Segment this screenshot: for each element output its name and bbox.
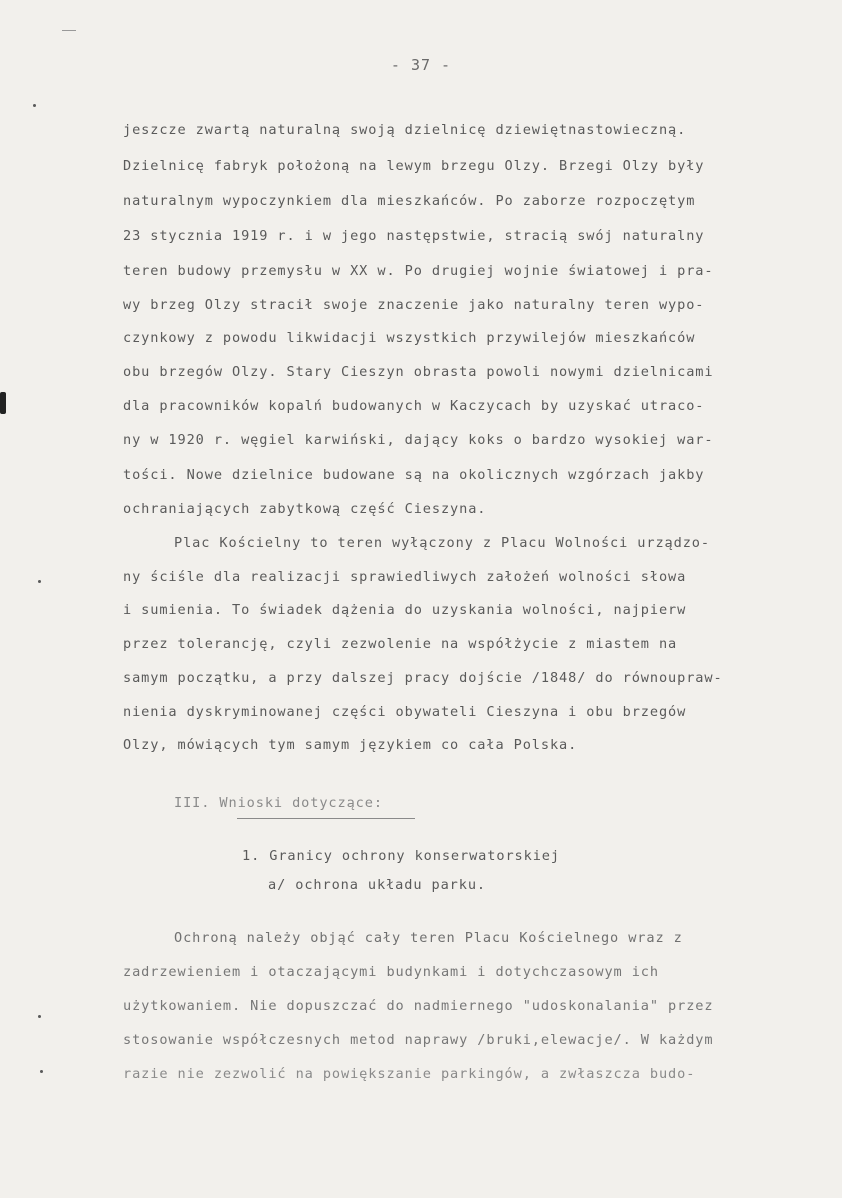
heading-underline: [237, 818, 415, 819]
text-line: teren budowy przemysłu w XX w. Po drugiej wojnie światowej i pra-: [123, 263, 714, 279]
page-number: - 37 -: [390, 56, 452, 74]
text-line: jeszcze zwartą naturalną swoją dzielnicę dziewiętnastowieczną.: [123, 122, 687, 138]
text-line: Plac Kościelny to teren wyłączony z Placu Wolności urządzo-: [174, 535, 710, 551]
text-line: użytkowaniem. Nie dopuszczać do nadmiernego "udoskonalania" przez: [123, 998, 714, 1014]
scan-edge-mark: [0, 392, 6, 414]
scan-mark: [62, 30, 76, 31]
text-line: wy brzeg Olzy stracił swoje znaczenie jako naturalny teren wypo-: [123, 297, 705, 313]
text-line: naturalnym wypoczynkiem dla mieszkańców. Po zaborze rozpoczętym: [123, 193, 696, 209]
text-line: samym początku, a przy dalszej pracy dojście /1848/ do równoupraw-: [123, 670, 723, 686]
scan-dot: [40, 1070, 43, 1073]
text-line: przez tolerancję, czyli zezwolenie na współżycie z miastem na: [123, 636, 678, 652]
text-line: stosowanie współczesnych metod naprawy /bruki,elewacje/. W każdym: [123, 1032, 714, 1048]
scan-dot: [38, 1015, 41, 1018]
subsubsection-heading: a/ ochrona układu parku.: [268, 877, 487, 893]
text-line: obu brzegów Olzy. Stary Cieszyn obrasta powoli nowymi dzielnicami: [123, 364, 714, 380]
scan-dot: [38, 580, 41, 583]
text-line: nienia dyskryminowanej części obywateli Cieszyna i obu brzegów: [123, 704, 687, 720]
text-line: Dzielnicę fabryk położoną na lewym brzegu Olzy. Brzegi Olzy były: [123, 158, 705, 174]
text-line: dla pracowników kopalń budowanych w Kaczycach by uzyskać utraco-: [123, 398, 705, 414]
text-line: razie nie zezwolić na powiększanie parkingów, a zwłaszcza budo-: [123, 1066, 696, 1082]
scan-dot: [33, 104, 36, 107]
text-line: ochraniających zabytkową część Cieszyna.: [123, 501, 487, 517]
subsection-heading: 1. Granicy ochrony konserwatorskiej: [242, 848, 560, 864]
text-line: zadrzewieniem i otaczającymi budynkami i dotychczasowym ich: [123, 964, 659, 980]
text-line: czynkowy z powodu likwidacji wszystkich przywilejów mieszkańców: [123, 330, 696, 346]
text-line: Olzy, mówiących tym samym językiem co cała Polska.: [123, 737, 578, 753]
text-line: 23 stycznia 1919 r. i w jego następstwie, stracią swój naturalny: [123, 228, 705, 244]
text-line: i sumienia. To świadek dążenia do uzyskania wolności, najpierw: [123, 602, 687, 618]
section-heading: III. Wnioski dotyczące:: [174, 795, 383, 811]
text-line: tości. Nowe dzielnice budowane są na okolicznych wzgórzach jakby: [123, 467, 705, 483]
text-line: ny w 1920 r. węgiel karwiński, dający koks o bardzo wysokiej war-: [123, 432, 714, 448]
text-line: Ochroną należy objąć cały teren Placu Kościelnego wraz z: [174, 930, 683, 946]
text-line: ny ściśle dla realizacji sprawiedliwych założeń wolności słowa: [123, 569, 687, 585]
